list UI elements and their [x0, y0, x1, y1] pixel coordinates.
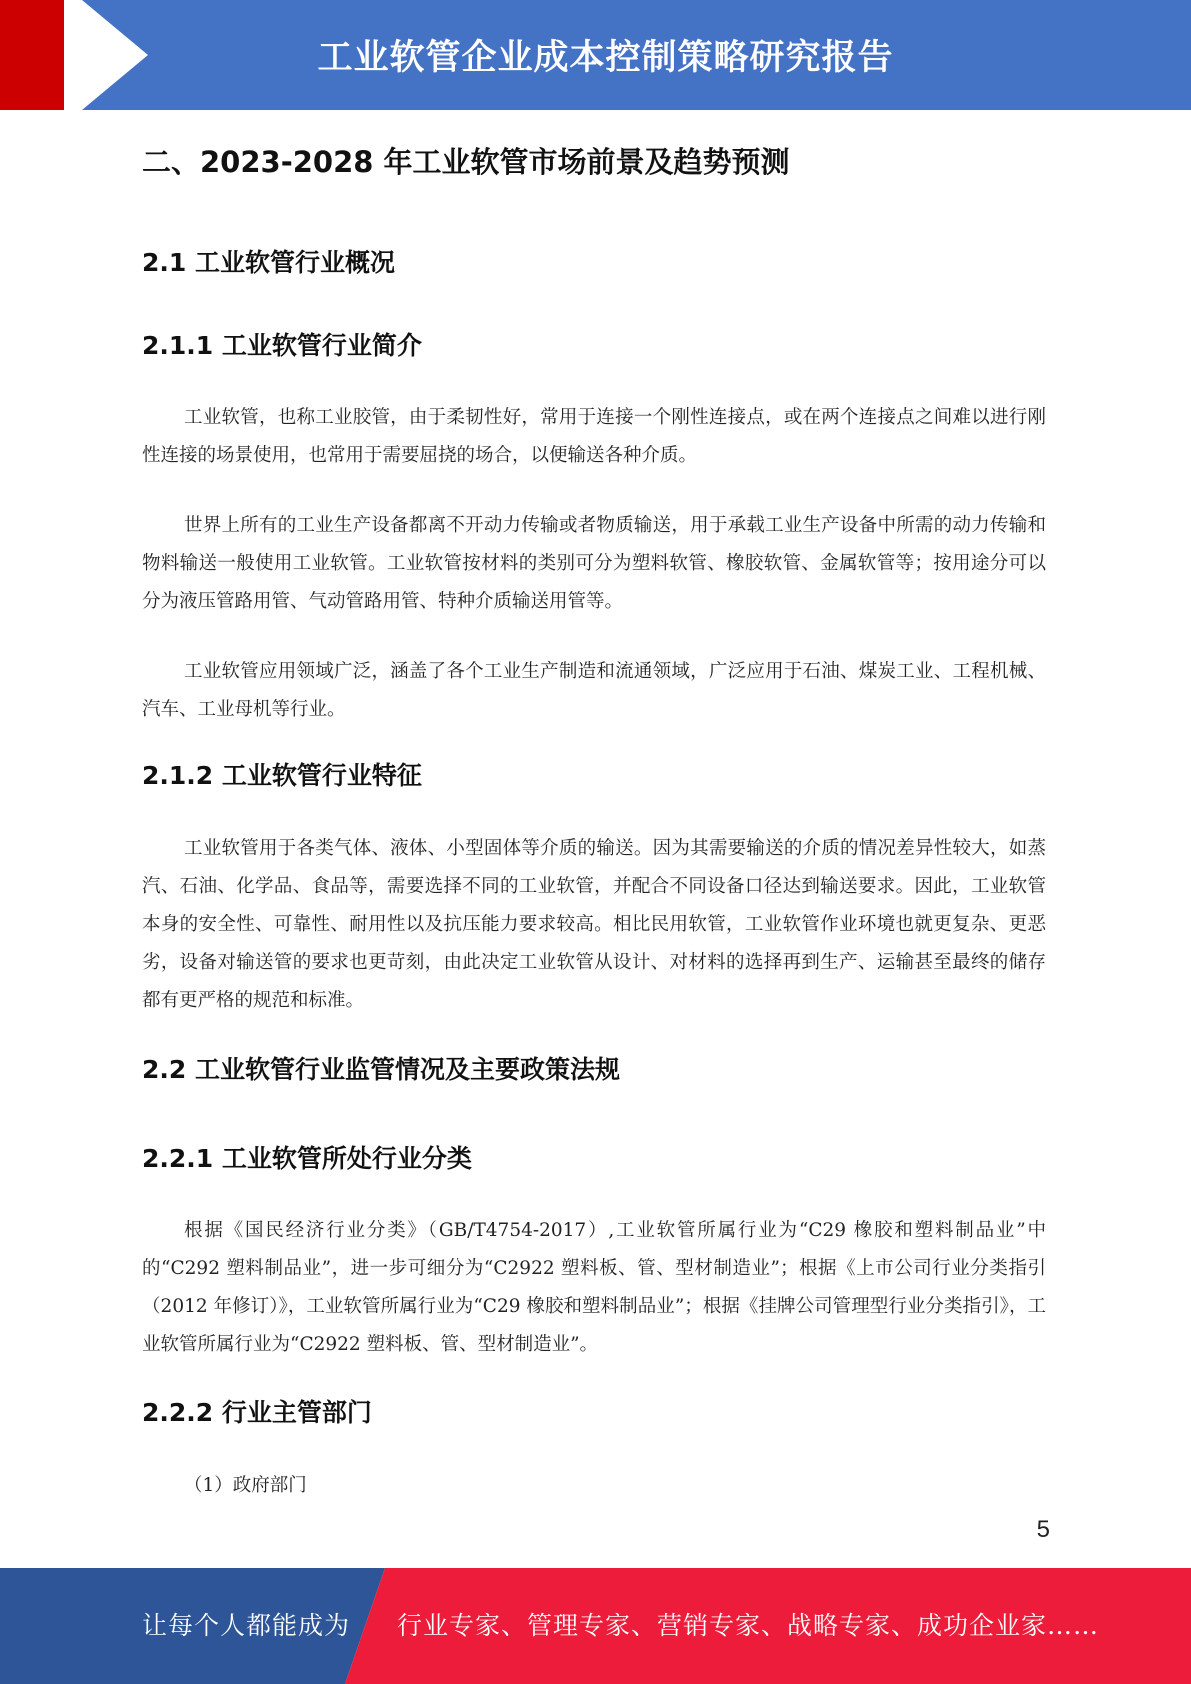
footer-slogan-right: 行业专家、管理专家、营销专家、战略专家、成功企业家…… — [397, 1611, 1100, 1640]
paragraph-intro-1: 工业软管，也称工业胶管，由于柔韧性好，常用于连接一个刚性连接点，或在两个连接点之间难以进行刚性连接的场景使用，也常用于需要屈挠的场合，以便输送各种介质。 — [142, 407, 1046, 466]
section-heading-2-1-2: 2.1.2 工业软管行业特征 — [142, 761, 422, 790]
header-bar — [0, 0, 1191, 110]
footer-slogan-left: 让每个人都能成为 — [142, 1611, 351, 1640]
paragraph-intro-3: 工业软管应用领域广泛，涵盖了各个工业生产制造和流通领域，广泛应用于石油、煤炭工业、工程机械、汽车、工业母机等行业。 — [142, 661, 1046, 720]
section-heading-2-2-1: 2.2.1 工业软管所处行业分类 — [142, 1144, 472, 1173]
section-heading-2-1-1: 2.1.1 工业软管行业简介 — [142, 331, 422, 360]
section-heading-2-2: 2.2 工业软管行业监管情况及主要政策法规 — [142, 1055, 620, 1084]
paragraph-features: 工业软管用于各类气体、液体、小型固体等介质的输送。因为其需要输送的介质的情况差异性较大，如蒸汽、石油、化学品、食品等，需要选择不同的工业软管，并配合不同设备口径达到输送要求。因此，工业软管本身的安全性、可靠性、耐用性以及抗压能力要求较高。相比民用软管，工业软管作业环境也就更复杂、更恶劣，设备对输送管的要求也更苛刻，由此决定工业软管从设计、对材料的选择再到生产、运输甚至最终的储存都有更严格的规范和标准。 — [142, 838, 1046, 1011]
paragraph-intro-2: 世界上所有的工业生产设备都离不开动力传输或者物质输送，用于承载工业生产设备中所需的动力传输和物料输送一般使用工业软管。工业软管按材料的类别可分为塑料软管、橡胶软管、金属软管等；按用途分可以分为液压管路用管、气动管路用管、特种介质输送用管等。 — [142, 515, 1046, 612]
list-item-government-dept: （1）政府部门 — [184, 1475, 307, 1496]
paragraph-classification: 根据《国民经济行业分类》（GB/T4754-2017）,工业软管所属行业为“C29 橡胶和塑料制品业”中的“C292 塑料制品业”，进一步可细分为“C2922 塑料板、管、型材制造业”；根据《上市公司行业分类指引（2012 年修订）》，工业软管所属行业为“C29 橡胶和塑料制品业”；根据《挂牌公司管理型行业分类指引》，工业软管所属行业为“C2922 塑料板、管、型材制造业”。 — [142, 1220, 1046, 1355]
footer-bar — [0, 1568, 1191, 1684]
page-number: 5 — [1036, 1516, 1050, 1543]
section-heading-2-1: 2.1 工业软管行业概况 — [142, 248, 395, 277]
chapter-title: 二、2023-2028 年工业软管市场前景及趋势预测 — [142, 145, 790, 179]
header-title: 工业软管企业成本控制策略研究报告 — [317, 38, 894, 78]
section-heading-2-2-2: 2.2.2 行业主管部门 — [142, 1398, 372, 1427]
